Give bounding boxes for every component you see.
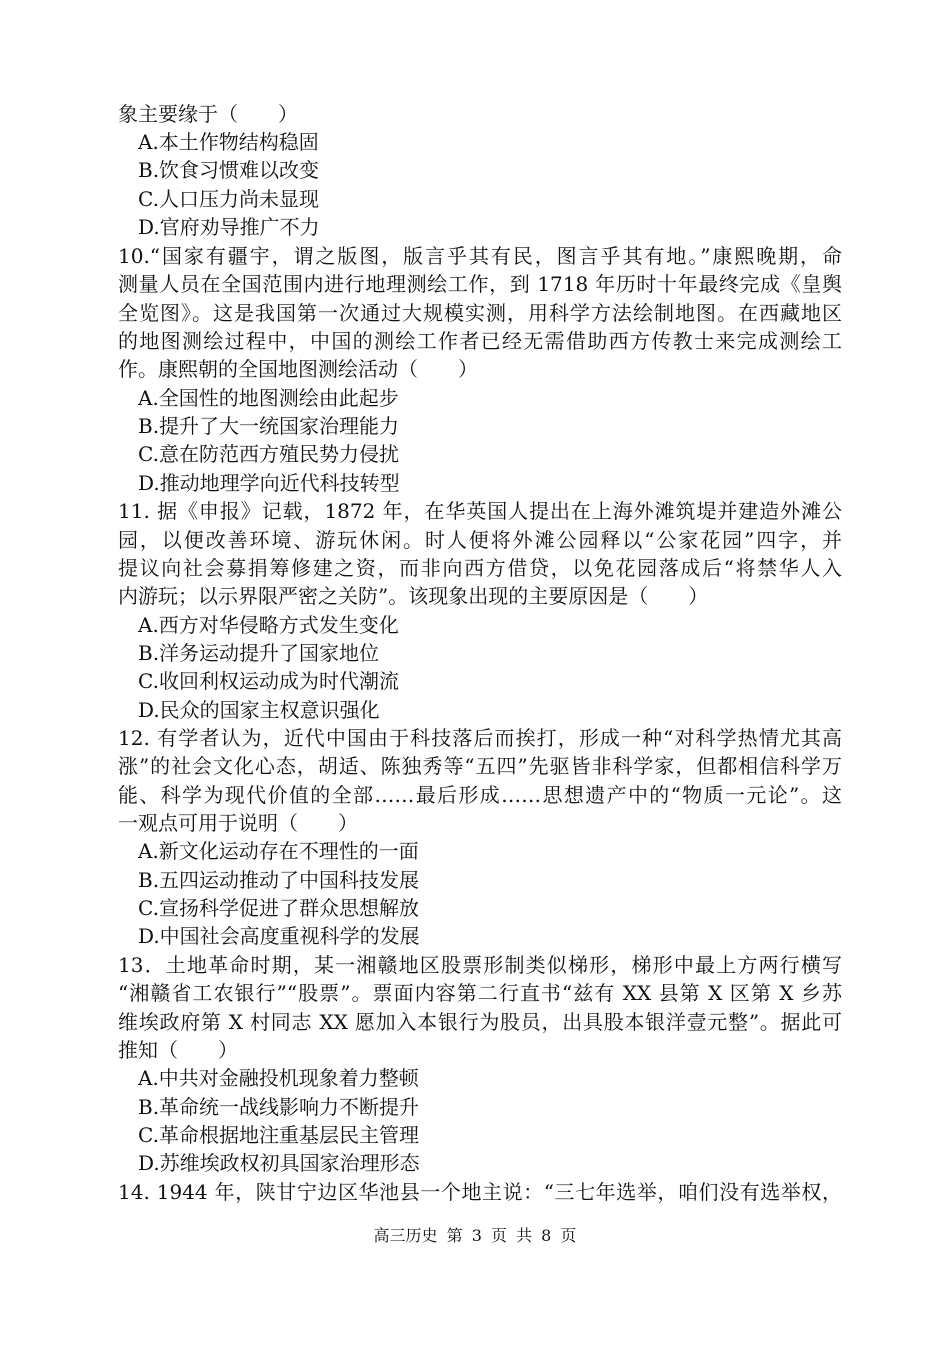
q11-option-b: B.洋务运动提升了国家地位 bbox=[138, 641, 380, 665]
q9-option-a: A.本土作物结构稳固 bbox=[138, 130, 319, 154]
q10-stem-line-1: 10.“国家有疆宇，谓之版图，版言乎其有民，图言乎其有地。”康熙晚期，命 bbox=[118, 244, 842, 268]
q11-stem-line-2: 园，以便改善环境、游玩休闲。时人便将外滩公园释以“公家花园”四字，并 bbox=[118, 528, 842, 552]
q12-stem-line-2: 涨”的社会文化心态，胡适、陈独秀等“五四”先驱皆非科学家，但都相信科学万 bbox=[118, 754, 842, 778]
q13-option-d: D.苏维埃政权初具国家治理形态 bbox=[138, 1151, 420, 1175]
q12-option-b: B.五四运动推动了中国科技发展 bbox=[138, 868, 420, 892]
q10-stem-line-2: 测量人员在全国范围内进行地理测绘工作，到 1718 年历时十年最终完成《皇舆 bbox=[118, 272, 842, 296]
q9-option-c: C.人口压力尚未显现 bbox=[138, 187, 319, 211]
q9-option-b: B.饮食习惯难以改变 bbox=[138, 158, 320, 182]
q12-option-c: C.宣扬科学促进了群众思想解放 bbox=[138, 896, 419, 920]
q14-stem-line-1: 14. 1944 年，陕甘宁边区华池县一个地主说：“三七年选举，咱们没有选举权， bbox=[118, 1180, 842, 1204]
q13-option-c: C.革命根据地注重基层民主管理 bbox=[138, 1123, 419, 1147]
q12-stem-line-4: 一观点可用于说明（ ） bbox=[118, 811, 358, 835]
q13-stem-line-3: 维埃政府第 X 村同志 XX 愿加入本银行为股员，出具股本银洋壹元整”。据此可 bbox=[118, 1010, 842, 1034]
q10-option-a: A.全国性的地图测绘由此起步 bbox=[138, 386, 399, 410]
q10-option-d: D.推动地理学向近代科技转型 bbox=[138, 471, 400, 495]
q9-option-d: D.官府劝导推广不力 bbox=[138, 215, 320, 239]
q10-stem-line-3: 全览图》。这是我国第一次通过大规模实测，用科学方法绘制地图。在西藏地区 bbox=[118, 301, 842, 325]
q11-option-d: D.民众的国家主权意识强化 bbox=[138, 698, 380, 722]
q13-option-a: A.中共对金融投机现象着力整顿 bbox=[138, 1066, 419, 1090]
q10-option-b: B.提升了大一统国家治理能力 bbox=[138, 414, 400, 438]
q12-stem-line-3: 能、科学为现代价值的全部……最后形成……思想遗产中的“物质一元论”。这 bbox=[118, 783, 842, 807]
q13-stem-line-1: 13．土地革命时期，某一湘赣地区股票形制类似梯形，梯形中最上方两行横写 bbox=[118, 953, 842, 977]
q13-stem-line-2: “湘赣省工农银行”“股票”。票面内容第二行直书“兹有 XX 县第 X 区第 X 乡苏 bbox=[118, 981, 842, 1005]
q11-stem-line-1: 11. 据《申报》记载，1872 年，在华英国人提出在上海外滩筑堤并建造外滩公 bbox=[118, 499, 842, 523]
q13-option-b: B.革命统一战线影响力不断提升 bbox=[138, 1095, 420, 1119]
page-footer: 高三历史 第 3 页 共 8 页 bbox=[373, 1226, 577, 1245]
q9-stem-tail: 象主要缘于（ ） bbox=[118, 102, 298, 126]
q10-stem-line-4: 的地图测绘过程中，中国的测绘工作者已经无需借助西方传教士来完成测绘工 bbox=[118, 329, 842, 353]
q12-option-d: D.中国社会高度重视科学的发展 bbox=[138, 924, 420, 948]
q11-stem-line-4: 内游玩；以示界限严密之关防”。该现象出现的主要原因是（ ） bbox=[118, 584, 709, 608]
q11-option-c: C.收回利权运动成为时代潮流 bbox=[138, 669, 399, 693]
q11-stem-line-3: 提议向社会募捐筹修建之资，而非向西方借贷，以免花园落成后“将禁华人入 bbox=[118, 556, 842, 580]
q12-option-a: A.新文化运动存在不理性的一面 bbox=[138, 839, 419, 863]
q10-stem-line-5: 作。康熙朝的全国地图测绘活动（ ） bbox=[118, 357, 478, 381]
q13-stem-line-4: 推知（ ） bbox=[118, 1038, 238, 1062]
q11-option-a: A.西方对华侵略方式发生变化 bbox=[138, 613, 399, 637]
q12-stem-line-1: 12. 有学者认为，近代中国由于科技落后而挨打，形成一种“对科学热情尤其高 bbox=[118, 726, 842, 750]
q10-option-c: C.意在防范西方殖民势力侵扰 bbox=[138, 442, 399, 466]
